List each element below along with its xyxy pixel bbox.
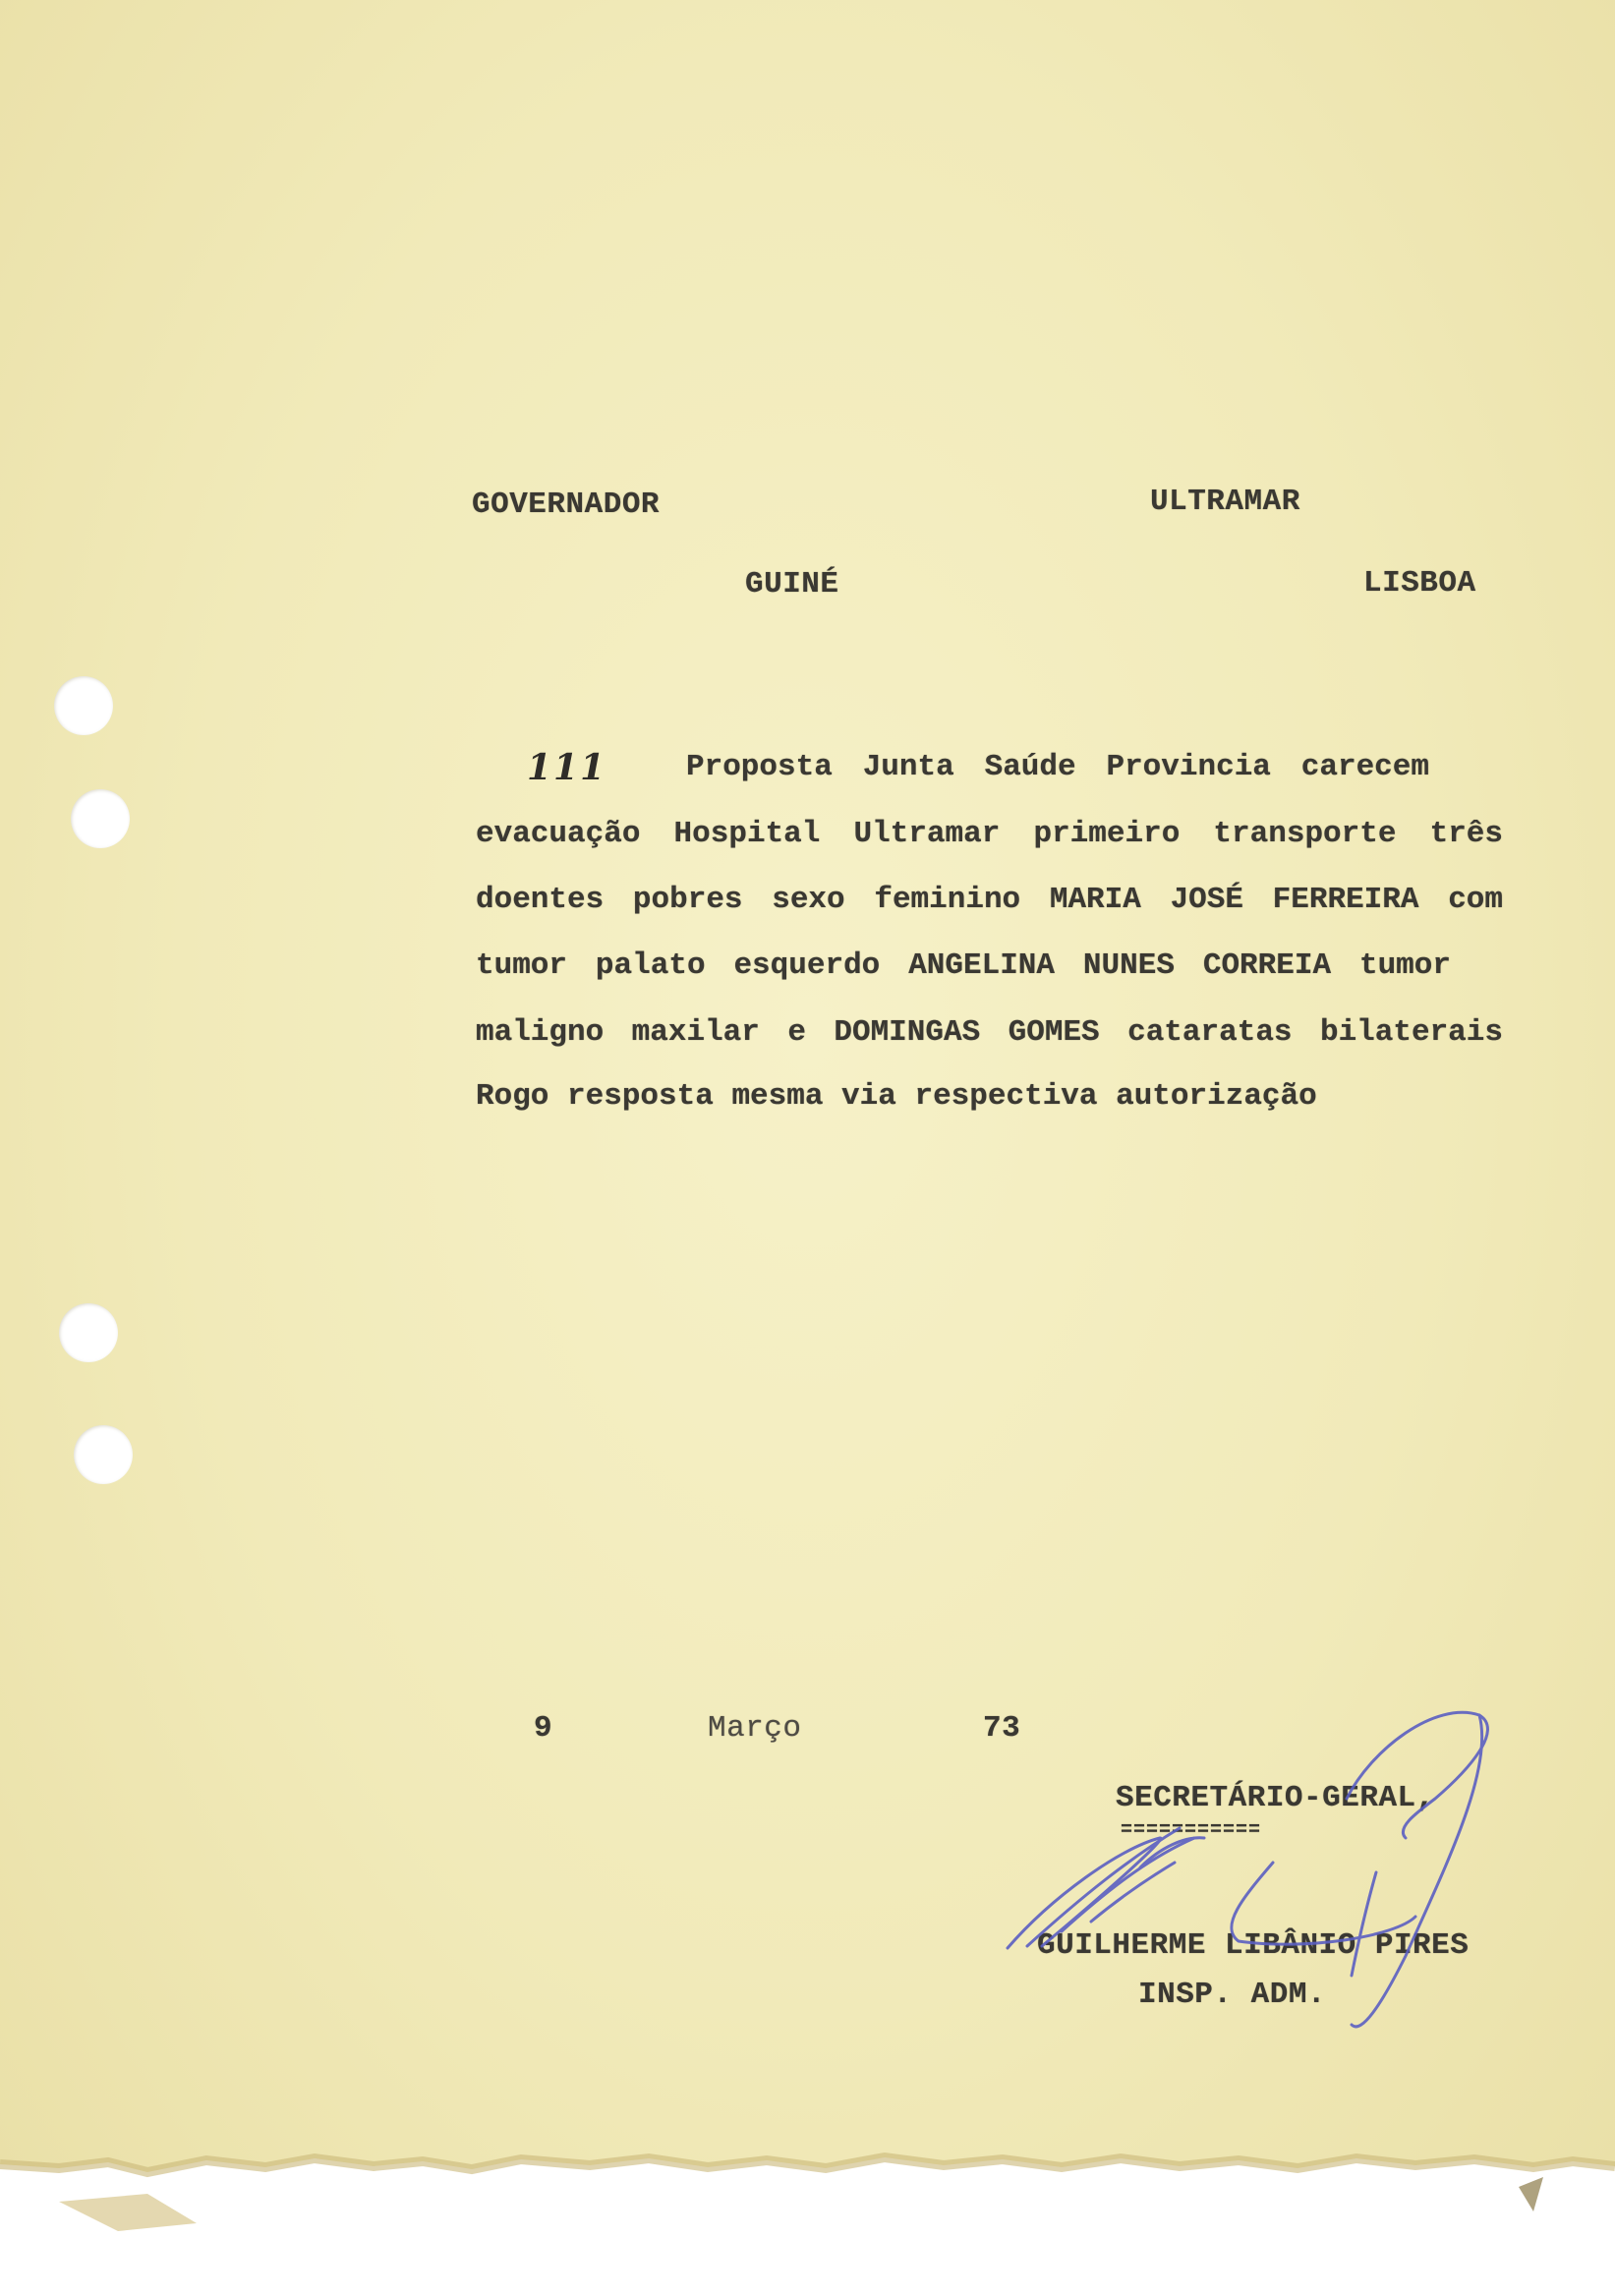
reference-mark: 111	[527, 747, 607, 788]
punch-hole	[71, 789, 130, 848]
date-month: Março	[708, 1711, 802, 1746]
to-place: LISBOA	[1363, 566, 1476, 601]
message-line: evacuação Hospital Ultramar primeiro transporte três	[476, 817, 1503, 851]
punch-hole	[59, 1303, 118, 1362]
message-line: maligno maxilar e DOMINGAS GOMES cataratas bilaterais	[476, 1015, 1503, 1050]
date-year: 73	[983, 1711, 1021, 1746]
signatory-role: SECRETÁRIO-GERAL,	[1116, 1781, 1435, 1815]
to-title: ULTRAMAR	[1150, 485, 1300, 519]
from-title: GOVERNADOR	[472, 488, 661, 522]
from-place: GUINÉ	[745, 567, 839, 602]
signatory-title: INSP. ADM.	[1138, 1978, 1327, 2012]
punch-hole	[54, 676, 113, 735]
message-line: doentes pobres sexo feminino MARIA JOSÉ FERREIRA com	[476, 883, 1503, 917]
role-underline: ===========	[1121, 1819, 1262, 1842]
date-day: 9	[534, 1711, 553, 1746]
message-line: Proposta Junta Saúde Provincia carecem	[686, 750, 1429, 784]
punch-hole	[74, 1425, 133, 1484]
message-line: Rogo resposta mesma via respectiva autorização	[476, 1079, 1317, 1114]
message-line: tumor palato esquerdo ANGELINA NUNES CORREIA tumor	[476, 948, 1451, 983]
signatory-name: GUILHERME LIBÂNIO PIRES	[1037, 1928, 1470, 1963]
